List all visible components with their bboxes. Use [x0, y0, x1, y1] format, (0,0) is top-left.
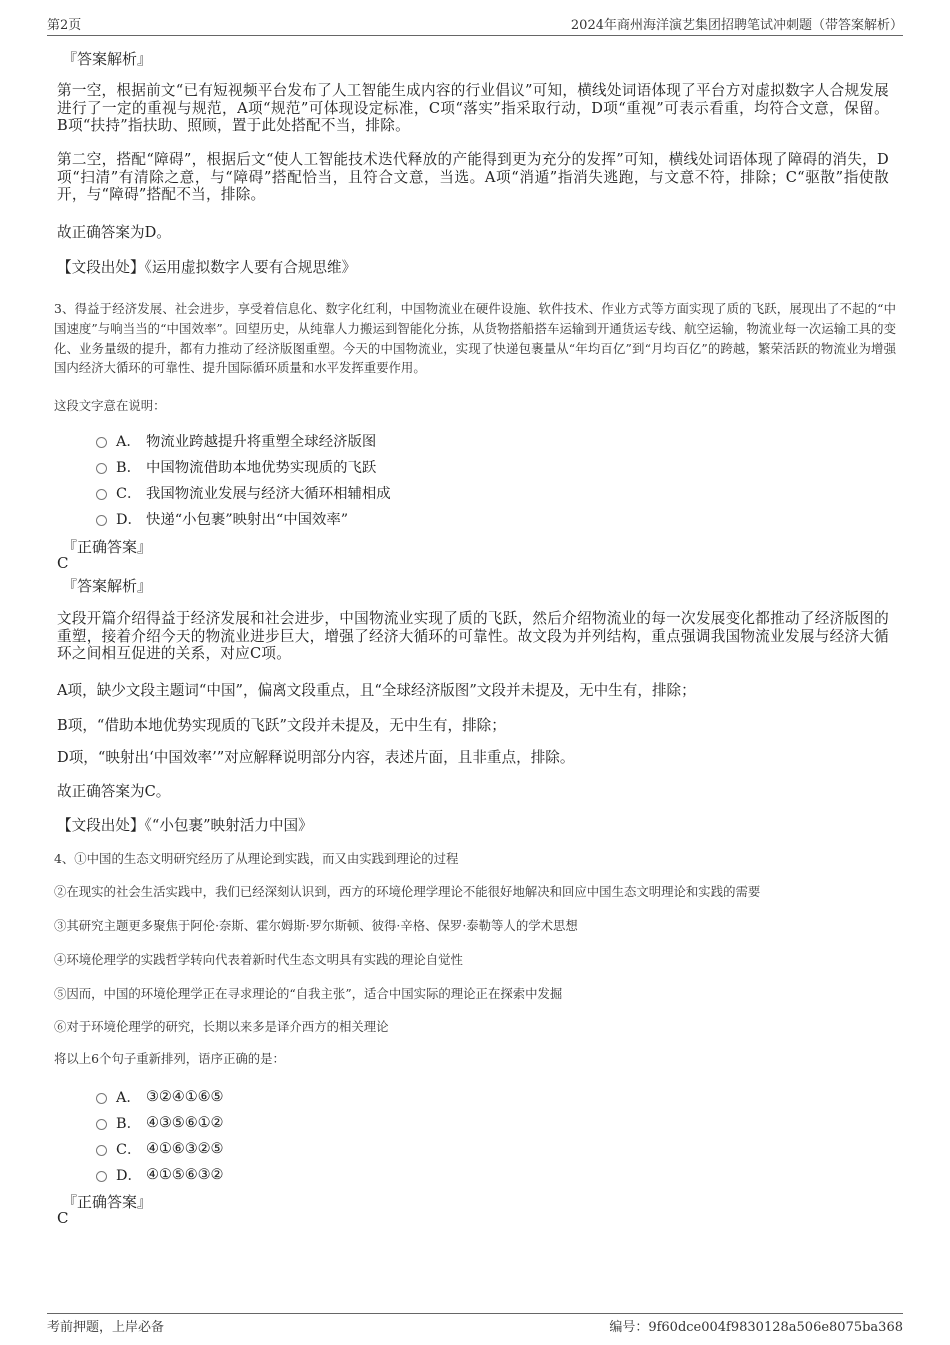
q4-answer-label: 『正确答案』: [62, 1193, 153, 1211]
q4-option-d[interactable]: [96, 1164, 223, 1185]
q4-option-c[interactable]: [96, 1138, 223, 1159]
q3-analysis-label: 『答案解析』: [62, 577, 153, 595]
option-letter: B．: [116, 460, 141, 476]
q2-analysis-para2: 第二空，搭配“障碍”，根据后文“使人工智能技术迭代释放的产能得到更为充分的发挥”可知，横线处词语体现了障碍的消失，D项“扫清”有清除之意，与“障碍”搭配恰当，且符合文意，当选。A项“消遁”指消失逃跑，与文意不符，排除；C“驱散”指使散开，与“障碍”搭配不当，排除。: [57, 151, 889, 203]
q3-analysis: 文段开篇介绍得益于经济发展和社会进步，中国物流业实现了质的飞跃，然后介绍物流业的每一次发展变化都推动了经济版图的重塑，接着介绍今天的物流业进步巨大，增强了经济大循环的可靠性。故文段为并列结构，重点强调我国物流业发展与经济大循环之间相互促进的关系，对应C项。: [57, 610, 889, 662]
document-title: 2024年商州海洋演艺集团招聘笔试冲刺题（带答案解析）: [570, 18, 903, 33]
q4-sentence-2: ②在现实的社会生活实践中，我们已经深刻认识到，西方的环境伦理学理论不能很好地解决和回应中国生态文明理论和实践的需要: [54, 884, 761, 899]
radio-button[interactable]: [96, 1145, 107, 1156]
radio-button[interactable]: [96, 463, 107, 474]
q4-sentence-5: ⑤因而，中国的环境伦理学正在寻求理论的“自我主张”，适合中国实际的理论正在探索中发掘: [54, 986, 563, 1001]
option-text: 我国物流业发展与经济大循环相辅相成: [146, 486, 391, 502]
option-text: ④③⑤⑥①②: [146, 1114, 224, 1131]
option-text: 物流业跨越提升将重塑全球经济版图: [146, 434, 377, 450]
q3-source: 【文段出处】《“小包裹”映射活力中国》: [57, 817, 313, 834]
q2-conclusion: 故正确答案为D。: [57, 224, 171, 241]
q2-analysis-label: 『答案解析』: [62, 50, 153, 68]
q2-analysis-para1: 第一空，根据前文“已有短视频平台发布了人工智能生成内容的行业倡议”可知，横线处词语体现了平台方对虚拟数字人合规发展进行了一定的重视与规范，A项“规范”可体现设定标准，C项“落实”指采取行动，D项“重视”可表示看重，均符合文意，保留。B项“扶持”指扶助、照顾，置于此处搭配不当，排除。: [57, 82, 889, 134]
q4-sentence-1: 4、①中国的生态文明研究经历了从理论到实践，而又由实践到理论的过程: [54, 851, 459, 866]
q4-sentence-4: ④环境伦理学的实践哲学转向代表着新时代生态文明具有实践的理论自觉性: [54, 952, 463, 967]
document-id: 编号：9f60dce004f9830128a506e8075ba368: [609, 1320, 903, 1335]
q3-note-a: A项，缺少文段主题词“中国”，偏离文段重点，且“全球经济版图”文段并未提及，无中生有，排除；: [57, 682, 696, 699]
option-text: ④①⑥③②⑤: [146, 1140, 224, 1157]
q4-sentence-6: ⑥对于环境伦理学的研究，长期以来多是译介西方的相关理论: [54, 1019, 389, 1034]
q3-prompt: 这段文字意在说明：: [54, 398, 166, 413]
q3-answer: C: [57, 554, 69, 572]
option-letter: D．: [116, 512, 142, 528]
radio-button[interactable]: [96, 515, 107, 526]
option-text: ③②④①⑥⑤: [146, 1088, 224, 1105]
q3-option-d[interactable]: [96, 508, 348, 529]
q3-conclusion: 故正确答案为C。: [57, 783, 171, 800]
q4-option-b[interactable]: [96, 1112, 223, 1133]
page-header: [47, 14, 903, 36]
page-number: 第2页: [47, 18, 82, 33]
q3-note-b: B项，“借助本地优势实现质的飞跃”文段并未提及，无中生有，排除；: [57, 717, 506, 734]
radio-button[interactable]: [96, 437, 107, 448]
q3-stem: 3、得益于经济发展、社会进步，享受着信息化、数字化红利，中国物流业在硬件设施、软件技术、作业方式等方面实现了质的飞跃，展现出了不起的“中国速度”与响当当的“中国效率”。回望历史，从纯靠人力搬运到智能化分拣，从货物搭船搭车运输到开通货运专线、航空运输，物流业每一次运输工具的变化、业务量级的提升，都有力推动了经济版图重塑。今天的中国物流业，实现了快递包裹量从“年均百亿”到“月均百亿”的跨越，繁荣活跃的物流业为增强国内经济大循环的可靠性、提升国际循环质量和水平发挥重要作用。: [54, 301, 896, 376]
q2-source: 【文段出处】《运用虚拟数字人要有合规思维》: [57, 259, 357, 276]
option-letter: B．: [116, 1116, 141, 1132]
option-text: ④①⑤⑥③②: [146, 1166, 224, 1183]
page-footer: [47, 1313, 903, 1335]
option-letter: A．: [116, 1090, 141, 1106]
q3-option-b[interactable]: [96, 456, 376, 477]
radio-button[interactable]: [96, 1119, 107, 1130]
radio-button[interactable]: [96, 1171, 107, 1182]
option-letter: C．: [116, 1142, 142, 1158]
q4-option-a[interactable]: [96, 1086, 223, 1107]
q4-prompt: 将以上6个句子重新排列，语序正确的是：: [54, 1051, 285, 1066]
q3-answer-label: 『正确答案』: [62, 538, 153, 556]
radio-button[interactable]: [96, 1093, 107, 1104]
q3-option-a[interactable]: [96, 430, 376, 451]
q4-answer: C: [57, 1209, 69, 1227]
option-letter: D．: [116, 1168, 142, 1184]
radio-button[interactable]: [96, 489, 107, 500]
q3-option-c[interactable]: [96, 482, 391, 503]
option-text: 中国物流借助本地优势实现质的飞跃: [146, 460, 377, 476]
option-letter: A．: [116, 434, 141, 450]
option-text: 快递“小包裹”映射出“中国效率”: [146, 512, 349, 528]
q4-sentence-3: ③其研究主题更多聚焦于阿伦·奈斯、霍尔姆斯·罗尔斯顿、彼得·辛格、保罗·泰勒等人的学术思想: [54, 918, 578, 933]
option-letter: C．: [116, 486, 142, 502]
q3-note-d: D项，“映射出‘中国效率’”对应解释说明部分内容，表述片面，且非重点，排除。: [57, 749, 575, 766]
footer-slogan: 考前押题，上岸必备: [47, 1320, 165, 1335]
